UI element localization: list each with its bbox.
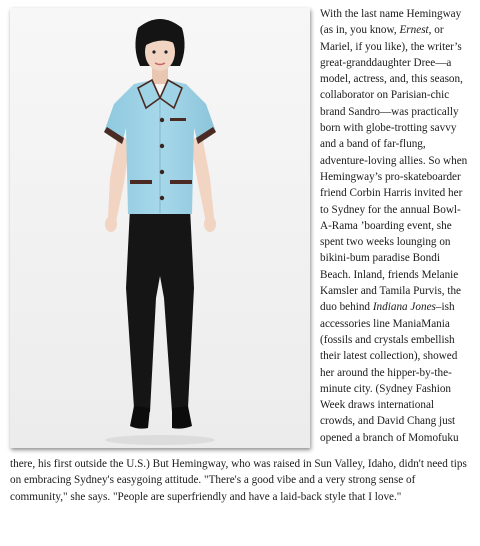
model-photo (10, 8, 310, 448)
article-text-body: , or Mariel, if you like), the writer’s great-granddaughter Dree—a model, actress, and, this season, collaborator on Parisian-chic brand Sandro—was practically born with globe-trotting savvy and a band of far-flung, adventure-loving allies. So when Hemingway’s pro-skateboarder friend Corbin Harris invited her to Sydney for the annual Bowl-A-Rama ’boarding event, she spent two weeks lounging on bikini-bum paradise Bondi Beach. Inland, friends Melanie Kamsler and Tamila Purvis, the duo behind (320, 24, 468, 314)
article-text-column (320, 6, 468, 446)
article-text-continuation: –ish accessories line ManiaMania (fossils and crystals embellish their latest collection), showed her around the hipper-by-the-minute city. (Sydney Fashion Week draws international crowds, and David Chang just opened a branch of Momofuku (320, 301, 459, 444)
emphasis-indiana-jones: Indiana Jones (372, 301, 436, 314)
emphasis-ernest: Ernest (399, 24, 429, 37)
woman-in-uniform-illustration (10, 8, 310, 448)
article-text-wrap: there, his first outside the U.S.) But Hemingway, who was raised in Sun Valley, Idaho, didn't need tips on embracing Sydney's easygoing attitude. "There's a good vibe and a very strong sense of community," she says. "People are superfriendly and have a laid-back style that I love." (10, 458, 467, 503)
article-text-intro: With the last name Hemingway (as in, you know, (320, 8, 462, 37)
